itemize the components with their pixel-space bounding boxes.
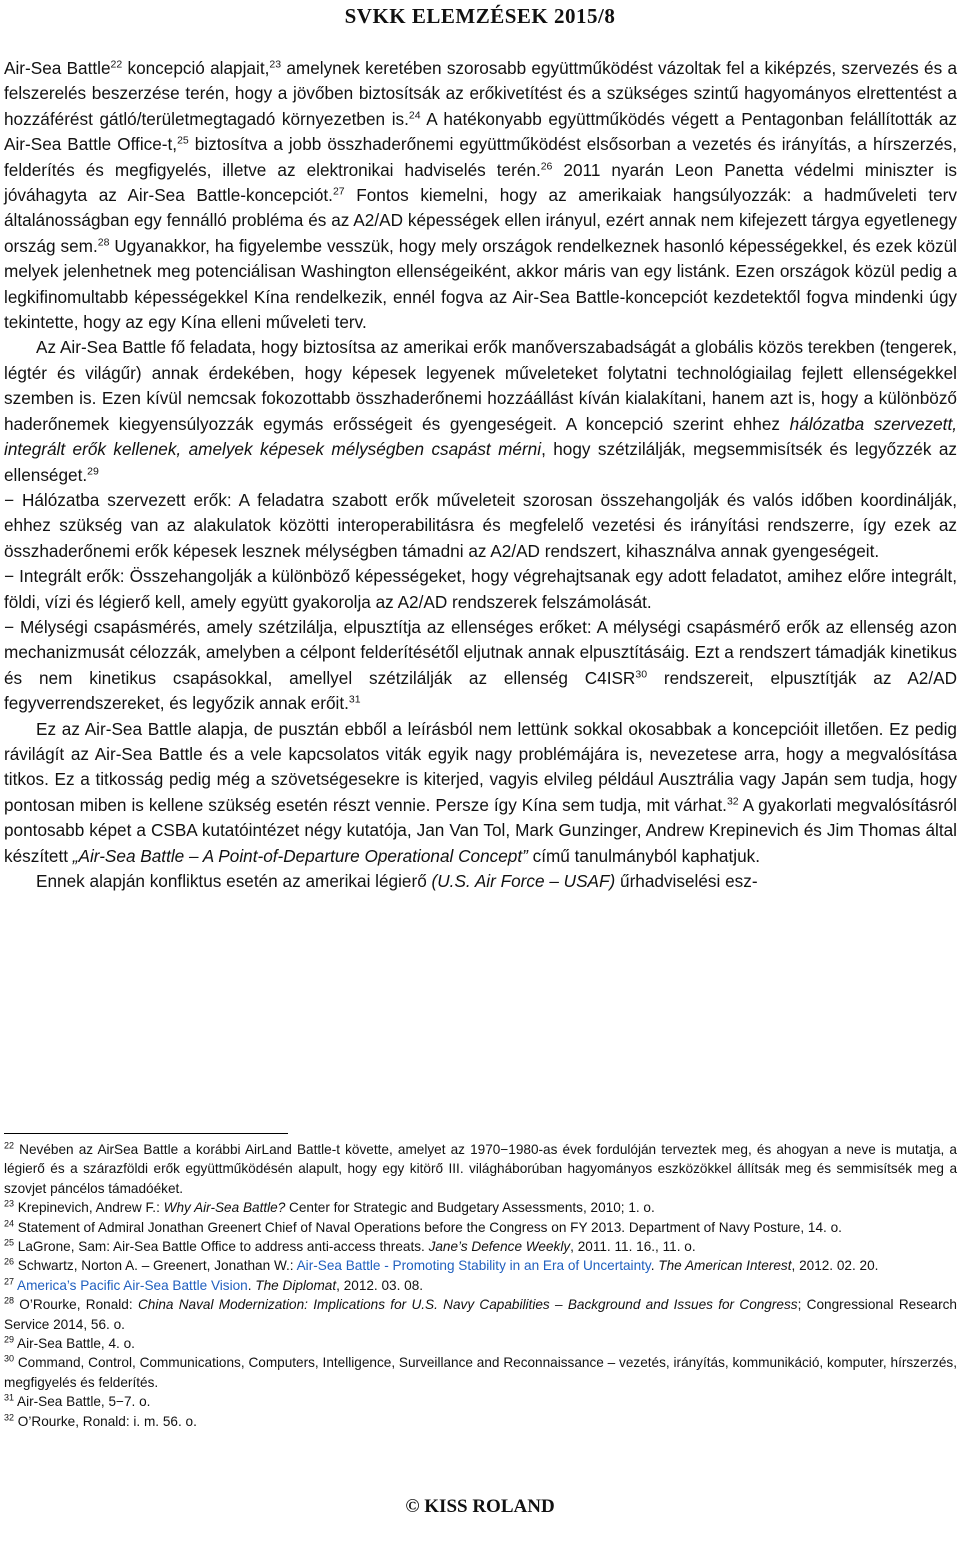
main-text xyxy=(4,56,957,894)
footnote-text: O’Rourke, Ronald: i. m. 56. o. xyxy=(14,1413,197,1429)
footnote-text: . xyxy=(247,1277,256,1293)
text-span: koncepció alapjait, xyxy=(122,58,270,78)
footnote xyxy=(4,1334,957,1353)
footnote-text: Krepinevich, Andrew F.: xyxy=(14,1200,164,1216)
footnote-text: LaGrone, Sam: Air-Sea Battle Office to address anti-access threats. xyxy=(14,1239,429,1255)
footnote-number: 26 xyxy=(4,1256,15,1267)
text-span: − Mélységi csapásmérés, amely szétzilálja, elpusztítja az ellenséges erőket: A mélységi csapásmérő erők az ellenség azon mechanizmusát célozzák, amelyben a célpont felderítésétől eljutnak annak elpusztításáig. Ezt a rendszert támadják kinetikus és nem kinetikus csapásokkal, amellyel szétzilálják az ellenség C4ISR xyxy=(4,616,957,688)
text-span: A hatékonyabb együttműködés végett a Pentagonban felállították az Air-Sea Battle Office-t, xyxy=(4,108,957,155)
paragraph xyxy=(4,56,957,335)
text-span: Ez az Air-Sea Battle alapja, de pusztán ebből a leírásból nem lettünk sokkal okosabbak a koncepcióit illetően. Ez pedig rávilágít az Air-Sea Battle és a vele kapcsolatos viták egyik nagy problémájára is, nevezetese arra, hogy a megvalósítása titkos. Ez a titkosság pedig még a szövetségesekre is kiterjed, vagyis elvileg például Ausztrália vagy Japán sem tudja, hogy pontosan miben is kellene szükség esetén részt vennie. Persze így Kína sem tudja, mit várhat. xyxy=(4,718,957,815)
footnote-text: Center for Strategic and Budgetary Assessments, 2010; 1. o. xyxy=(285,1200,655,1216)
text-span: című tanulmányból kaphatjuk. xyxy=(527,845,761,866)
footnote-number: 32 xyxy=(4,1412,15,1423)
text-span: Ennek alapján konfliktus esetén az amerikai légierő xyxy=(36,871,432,891)
footnote-title: Why Air-Sea Battle? xyxy=(163,1200,286,1216)
text-span: Air-Sea Battle xyxy=(4,58,111,78)
footnote xyxy=(4,1392,957,1411)
footnote-ref[interactable]: 29 xyxy=(87,464,99,477)
text-span: A gyakorlati megvalósításról pontosabb képet a CSBA kutatóintézet négy kutatója, Jan Van Tol, Mark Gunzinger, Andrew Krepinevich és Jim Thomas által készített xyxy=(4,794,957,866)
paragraph xyxy=(4,717,957,869)
text-span: 2011 nyarán Leon Panetta védelmi miniszter is jóváhagyta az Air-Sea Battle-koncepciót. xyxy=(4,159,957,206)
footnote-ref[interactable]: 25 xyxy=(177,134,189,147)
footnote xyxy=(4,1353,957,1392)
footnote xyxy=(4,1256,957,1275)
footnote-title: The American Interest xyxy=(658,1258,792,1274)
paragraph xyxy=(4,335,957,487)
bullet-item: − Integrált erők: Összehangolják a különböző képességeket, hogy végrehajtsanak egy adott feladatot, amihez előre integrált, földi, vízi és légierő kell, amely együtt gyakorolja az A2/AD rendszerek felszámolását. xyxy=(4,566,957,612)
footnote-text: ; Congressional Research Service 2014, 56. o. xyxy=(4,1297,957,1332)
text-span: Az Air-Sea Battle fő feladata, hogy biztosítsa az amerikai erők manőverszabadságát a globális közös terekben (tengerek, légtér és világűr) annak érdekében, hogy képesek legyenek műveleteket folytatni technológiailag fejlett ellenségekkel szemben is. Ezen kívül nemcsak fokozottabb összhaderőnemi hozzáállást kíván kialakítani, hanem azt is, hogy a különböző haderőnemek kiegyensúlyozzák egymás erősségeit és gyengeségeit. A koncepció szerint ehhez xyxy=(4,337,957,434)
footnote-text: , 2012. 03. 08. xyxy=(336,1277,424,1293)
footnote-text: O’Rourke, Ronald: xyxy=(14,1297,138,1313)
footnote-ref[interactable]: 28 xyxy=(97,236,110,249)
text-span: űrhadviselési esz- xyxy=(615,871,758,891)
footnote-ref[interactable]: 22 xyxy=(110,58,123,71)
text-span: Ugyanakkor, ha figyelembe vesszük, hogy mely országok rendelkeznek hasonló képességekkel, és ezek közül melyek jelenhetnek meg potenciálisan Washington ellenségeiként, akkor máris van egy listánk. Ezen országok közül pedig a legkifinomultabb képességekkel Kína rendelkezik, ennél fogva az Air-Sea Battle-koncepciót kezdetektől fogva mindenki úgy tekintette, hogy az egy Kína elleni műveleti terv. xyxy=(4,235,957,333)
footnote-number: 22 xyxy=(4,1140,15,1151)
footnote-number: 23 xyxy=(4,1198,15,1209)
footnote-ref[interactable]: 23 xyxy=(269,58,282,71)
footnote-number: 28 xyxy=(4,1295,15,1306)
footnote-text: , 2011. 11. 16., 11. o. xyxy=(570,1239,696,1255)
footnote-divider xyxy=(4,1133,288,1134)
footnote-text: Air-Sea Battle, 4. o. xyxy=(14,1336,135,1352)
footnote-number: 27 xyxy=(4,1276,15,1287)
footnote-number: 25 xyxy=(4,1237,15,1248)
footnote xyxy=(4,1412,957,1431)
footnote xyxy=(4,1276,957,1295)
footnote-title: China Naval Modernization: Implications for U.S. Navy Capabilities – Background and Issues for Congress xyxy=(137,1297,798,1313)
footnote xyxy=(4,1218,957,1237)
footnote-link[interactable]: America’s Pacific Air-Sea Battle Vision xyxy=(14,1277,248,1293)
text-span: amelynek keretében szorosabb együttműködést vázoltak fel a kiképzés, szervezés és a felszerelés beszerzése terén, hogy a jövőben biztosítsák az erőkivetítést és a szükséges szintű hagyományos elrettentést a hozzáférést gátló/területmegtagadó környezetben is. xyxy=(4,58,957,129)
footnote-number: 29 xyxy=(4,1334,15,1345)
footnote-ref[interactable]: 30 xyxy=(635,668,648,681)
footnote-ref[interactable]: 24 xyxy=(408,109,421,122)
footnote xyxy=(4,1198,957,1217)
emphasis: hálózatba szervezett, integrált erők kellenek, amelyek képesek mélységben csapást mérni xyxy=(4,413,957,460)
footnote-link[interactable]: Air-Sea Battle - Promoting Stability in an Era of Uncertainty xyxy=(296,1258,651,1274)
footnote-text: Air-Sea Battle, 5−7. o. xyxy=(14,1394,151,1410)
paragraph xyxy=(4,869,957,894)
text-span: Fontos kiemelni, hogy az amerikaiak hangsúlyozzák: a hadműveleti terv általánosságban egy fennálló probléma és az A2/AD képességek ellen irányul, ezért annak nem kifejezett tárgya egyetlenegy ország sem. xyxy=(4,185,957,256)
footnote-ref[interactable]: 26 xyxy=(540,159,553,172)
footnote xyxy=(4,1140,957,1198)
footnote-text: Schwartz, Norton A. – Greenert, Jonathan W.: xyxy=(14,1258,297,1274)
footnote-text: Statement of Admiral Jonathan Greenert Chief of Naval Operations before the Congress on FY 2013. Department of Navy Posture, 14. o. xyxy=(14,1219,842,1235)
footnote-text: . xyxy=(650,1258,659,1274)
footnote-number: 31 xyxy=(4,1392,15,1403)
page-footer: © KISS ROLAND xyxy=(405,1496,555,1517)
footnote xyxy=(4,1295,957,1334)
footnote-title: The Diplomat xyxy=(255,1277,337,1293)
page-header: SVKK ELEMZÉSEK 2015/8 xyxy=(344,4,616,28)
footnote-ref[interactable]: 31 xyxy=(348,693,361,706)
text-span: biztosítva a jobb összhaderőnemi együttműködést elsősorban a vezetés és irányítás, a hírszerzés, felderítés és megfigyelés, illetve az elektronikai hadviselés terén. xyxy=(4,134,957,180)
text-span: rendszereit, elpusztítják az A2/AD fegyverrendszereket, és legyőzik annak erőit. xyxy=(4,667,957,714)
footnote-ref[interactable]: 27 xyxy=(332,185,345,198)
bullet-item xyxy=(4,615,957,717)
footnote-number: 30 xyxy=(4,1353,15,1364)
footnote-title: Jane’s Defence Weekly xyxy=(428,1239,571,1255)
footnote-text: Nevében az AirSea Battle a korábbi AirLand Battle-t követte, amelyet az 1970−1980-as évek fordulóján terveztek meg, és ahogyan a neve is mutatja, a légierő és a szárazföldi erők együttműködésén alapult, hogy egy kitörő III. világháborúban hagyományos eszközökkel állítsák meg és semmisítsék meg a szovjet páncélos támadóéket. xyxy=(4,1142,957,1196)
footnote-ref[interactable]: 32 xyxy=(726,795,739,808)
footnote xyxy=(4,1237,957,1256)
footnote-text: Command, Control, Communications, Computers, Intelligence, Surveillance and Reconnaissance – vezetés, irányítás, kommunikáció, komputer, hírszerzés, megfigyelés és felderítés. xyxy=(4,1355,957,1390)
footnote-text: , 2012. 02. 20. xyxy=(791,1258,879,1274)
footnote-number: 24 xyxy=(4,1218,15,1229)
emphasis: (U.S. Air Force – USAF) xyxy=(431,871,616,891)
footnotes xyxy=(4,1133,957,1431)
bullet-item: − Hálózatba szervezett erők: A feladatra szabott erők műveleteit szorosan összehangolják és valós időben koordinálják, ehhez szükség van az alakulatok közötti interoperabilitásra és megfelelő vezetési és irányítási rendszerre, így ezek az összhaderőnemi erők képesek lesznek mélységben támadni az A2/AD rendszert, kihasználva annak gyengeségeit. xyxy=(4,489,957,561)
text-span: , hogy szétzilálják, megsemmisítsék és legyőzzék az ellenséget. xyxy=(4,439,957,485)
emphasis: „Air-Sea Battle – A Point-of-Departure Operational Concept” xyxy=(72,845,528,866)
